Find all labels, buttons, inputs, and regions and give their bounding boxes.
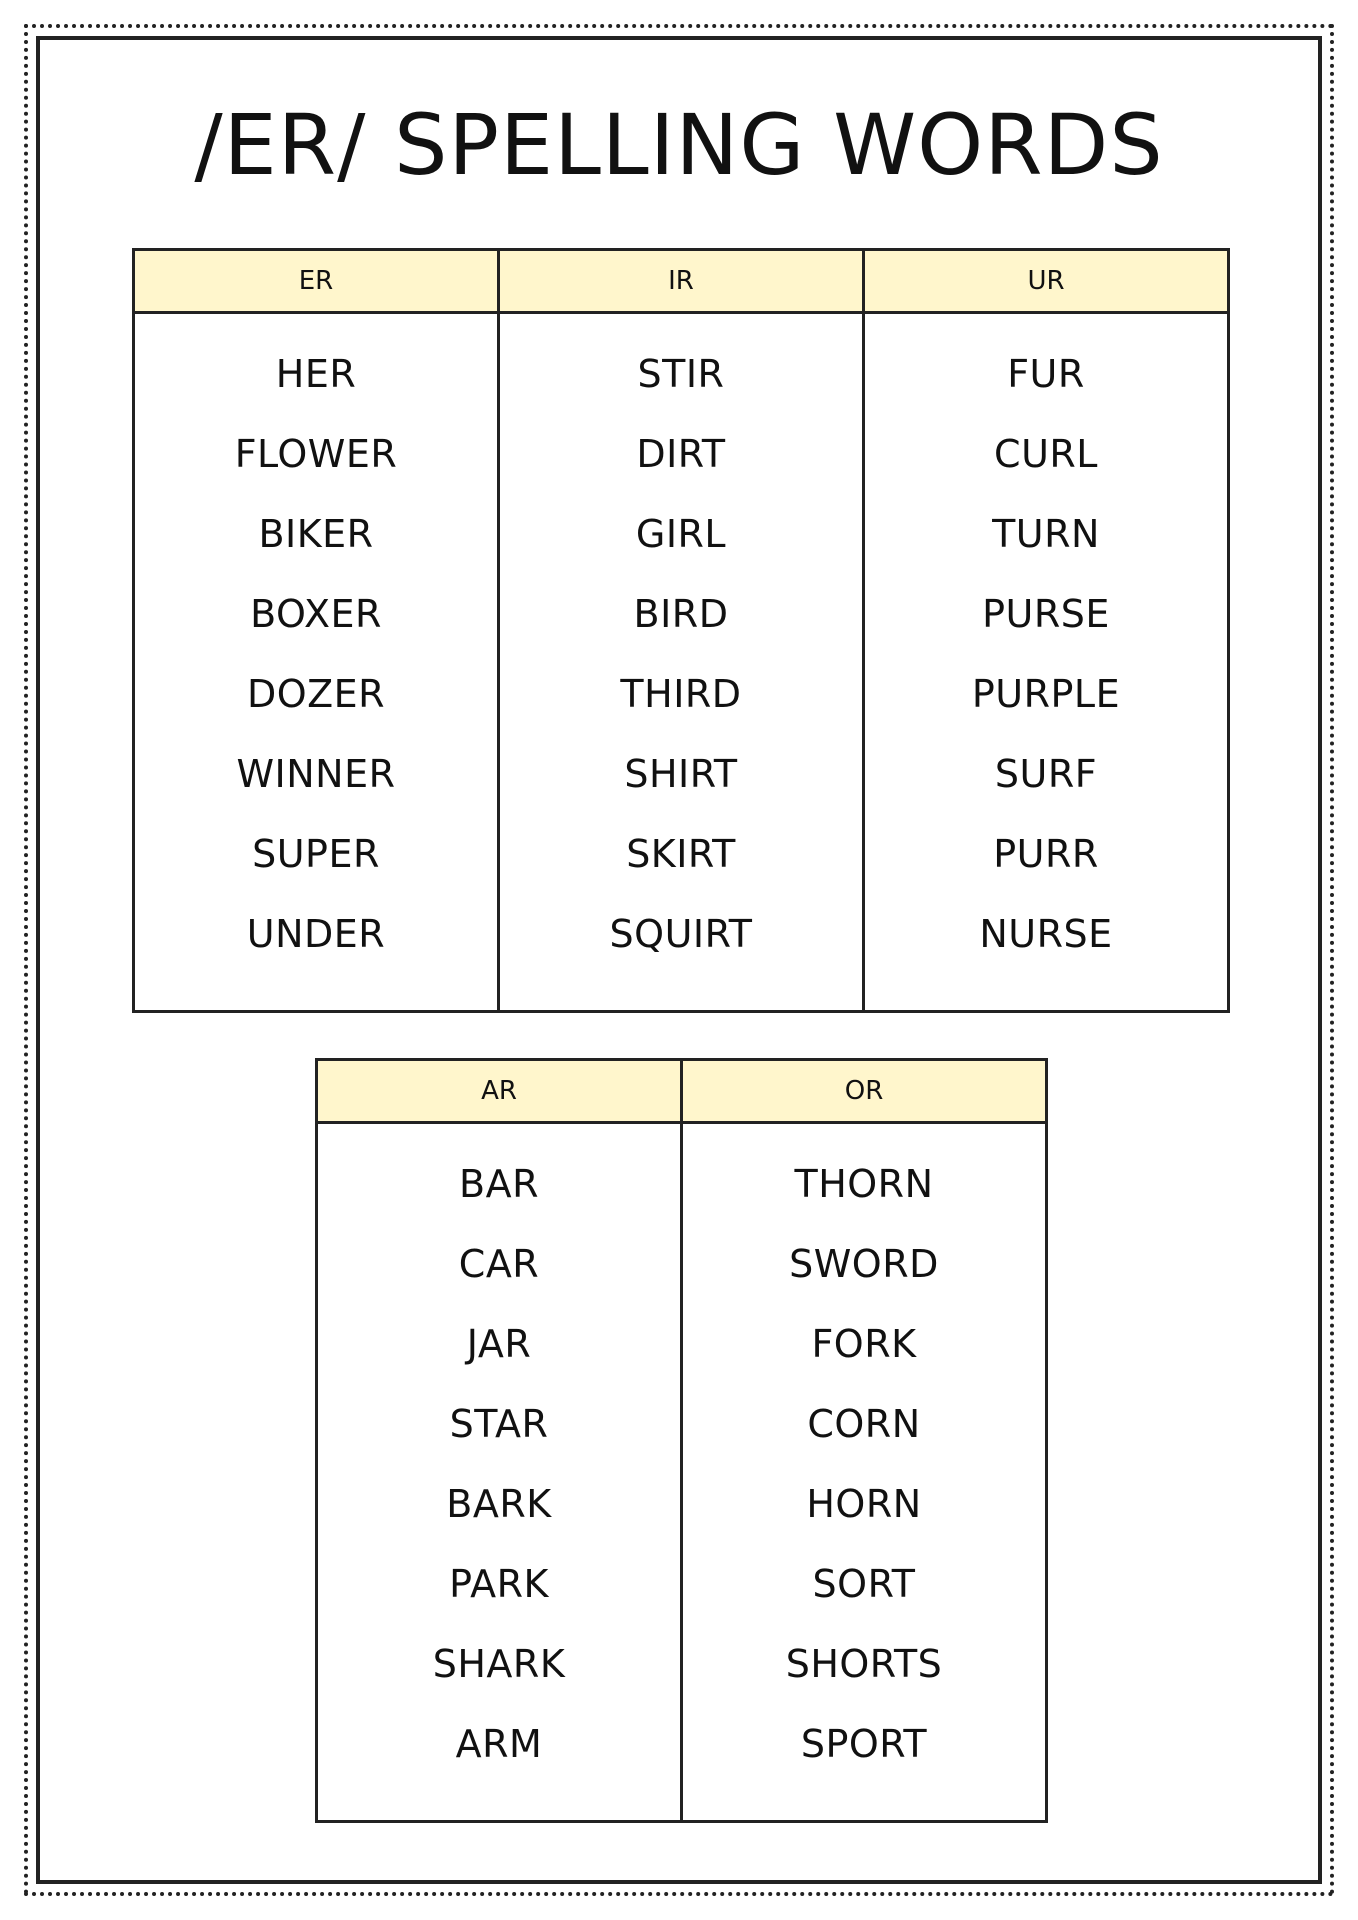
column-header-or: OR xyxy=(682,1060,1047,1123)
table-body-row xyxy=(134,313,1229,1012)
table-header-row xyxy=(134,250,1229,313)
word-item: THORN xyxy=(794,1162,934,1206)
word-item: SORT xyxy=(812,1562,916,1606)
word-item: NURSE xyxy=(979,912,1113,956)
table-body-row xyxy=(317,1123,1047,1822)
word-item: HER xyxy=(275,352,357,396)
word-column-ir xyxy=(499,313,864,1012)
word-column-ur xyxy=(864,313,1229,1012)
table-header-row xyxy=(317,1060,1047,1123)
word-column-or xyxy=(682,1123,1047,1822)
word-item: SKIRT xyxy=(626,832,736,876)
word-item: PURPLE xyxy=(971,672,1121,716)
word-item: PURR xyxy=(993,832,1099,876)
word-item: CORN xyxy=(807,1402,921,1446)
word-column-er xyxy=(134,313,499,1012)
word-item: HORN xyxy=(806,1482,922,1526)
word-item: CAR xyxy=(458,1242,540,1286)
word-item: BAR xyxy=(459,1162,539,1206)
word-item: SUPER xyxy=(252,832,380,876)
word-item: DIRT xyxy=(636,432,726,476)
word-item: SURF xyxy=(994,752,1098,796)
word-item: WINNER xyxy=(236,752,396,796)
word-item: UNDER xyxy=(246,912,386,956)
word-item: JAR xyxy=(466,1322,532,1366)
page-title: /ER/ SPELLING WORDS xyxy=(194,96,1164,194)
word-item: SHORTS xyxy=(785,1642,943,1686)
word-item: SHARK xyxy=(432,1642,566,1686)
column-header-er: ER xyxy=(134,250,499,313)
word-item: BIKER xyxy=(258,512,374,556)
word-item: TURN xyxy=(992,512,1100,556)
word-item: FORK xyxy=(811,1322,917,1366)
word-item: SPORT xyxy=(800,1722,928,1766)
word-item: BARK xyxy=(446,1482,552,1526)
spelling-table-er-ir-ur xyxy=(132,248,1230,1013)
column-header-ur: UR xyxy=(864,250,1229,313)
word-column-ar xyxy=(317,1123,682,1822)
word-item: ARM xyxy=(455,1722,543,1766)
column-header-ar: AR xyxy=(317,1060,682,1123)
word-item: FUR xyxy=(1007,352,1085,396)
word-item: SWORD xyxy=(789,1242,939,1286)
word-item: PARK xyxy=(449,1562,549,1606)
word-item: CURL xyxy=(994,432,1098,476)
word-item: THIRD xyxy=(620,672,742,716)
word-item: GIRL xyxy=(635,512,727,556)
word-item: PURSE xyxy=(982,592,1110,636)
word-item: DOZER xyxy=(246,672,386,716)
word-item: STAR xyxy=(449,1402,549,1446)
word-item: SHIRT xyxy=(624,752,738,796)
column-header-ir: IR xyxy=(499,250,864,313)
word-item: SQUIRT xyxy=(609,912,753,956)
word-item: BOXER xyxy=(250,592,382,636)
word-item: BIRD xyxy=(633,592,729,636)
word-item: FLOWER xyxy=(234,432,398,476)
spelling-table-ar-or xyxy=(315,1058,1048,1823)
word-item: STIR xyxy=(637,352,725,396)
